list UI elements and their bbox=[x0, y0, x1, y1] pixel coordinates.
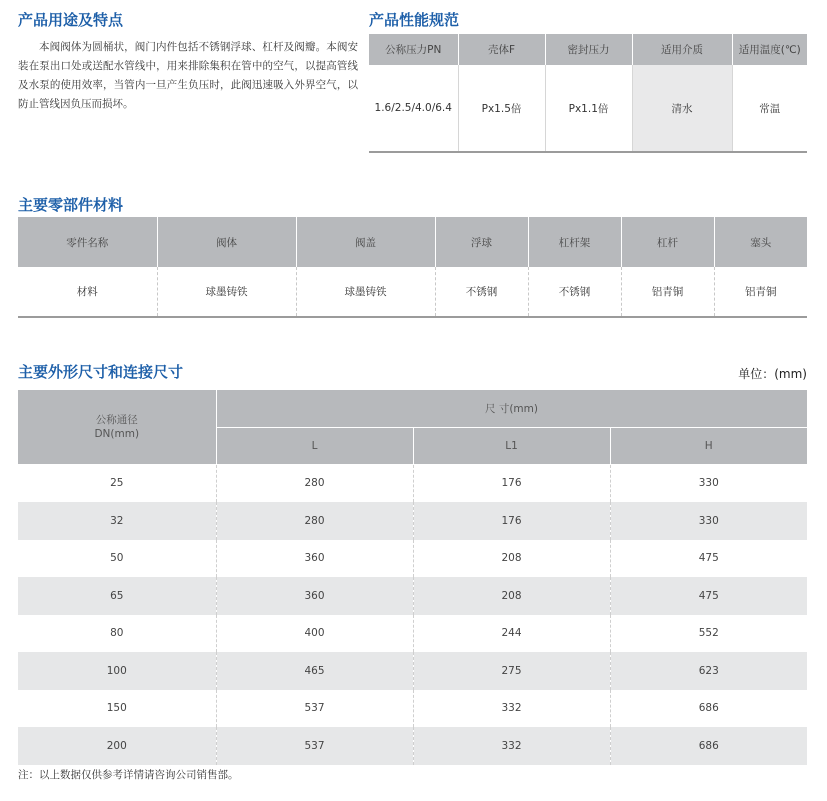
spec-value-shell: Px1.5倍 bbox=[458, 65, 545, 152]
parts-title: 主要零部件材料 bbox=[18, 196, 124, 214]
dims-cell-dn: 50 bbox=[18, 540, 216, 578]
dims-header-l1: L1 bbox=[413, 427, 610, 464]
parts-header-bonnet: 阀盖 bbox=[296, 217, 435, 267]
dims-cell-h: 552 bbox=[610, 615, 807, 653]
dims-cell-h: 330 bbox=[610, 502, 807, 540]
spec-header-row bbox=[369, 34, 807, 65]
dims-cell-l: 537 bbox=[216, 690, 413, 728]
parts-header-body: 阀体 bbox=[157, 217, 296, 267]
parts-cell: 材料 bbox=[18, 267, 157, 317]
spec-value-pressure: 1.6/2.5/4.0/6.4 bbox=[369, 65, 458, 152]
dims-cell-l1: 176 bbox=[413, 502, 610, 540]
dims-header-row-1 bbox=[18, 390, 807, 427]
dims-cell-dn: 25 bbox=[18, 464, 216, 502]
parts-cell: 球墨铸铁 bbox=[157, 267, 296, 317]
table-row bbox=[18, 464, 807, 502]
parts-cell: 不锈钢 bbox=[435, 267, 528, 317]
dims-cell-l: 280 bbox=[216, 502, 413, 540]
spec-title: 产品性能规范 bbox=[369, 11, 460, 29]
parts-table bbox=[18, 217, 807, 318]
parts-material-row bbox=[18, 267, 807, 317]
dims-table bbox=[18, 390, 808, 765]
parts-header-row bbox=[18, 217, 807, 267]
parts-header-lever-frame: 杠杆架 bbox=[528, 217, 621, 267]
parts-cell: 球墨铸铁 bbox=[296, 267, 435, 317]
spec-header-medium: 适用介质 bbox=[632, 34, 732, 65]
dims-cell-h: 475 bbox=[610, 577, 807, 615]
dims-cell-h: 686 bbox=[610, 690, 807, 728]
dims-cell-h: 330 bbox=[610, 464, 807, 502]
spec-header-temperature: 适用温度(℃) bbox=[732, 34, 807, 65]
dims-title: 主要外形尺寸和连接尺寸 bbox=[18, 363, 184, 381]
table-row bbox=[18, 690, 807, 728]
parts-cell: 不锈钢 bbox=[528, 267, 621, 317]
dims-cell-dn: 100 bbox=[18, 652, 216, 690]
parts-cell: 铝青铜 bbox=[621, 267, 714, 317]
dims-cell-l1: 275 bbox=[413, 652, 610, 690]
footnote: 注：以上数据仅供参考详情请咨询公司销售部。 bbox=[18, 769, 239, 781]
dims-header-h: H bbox=[610, 427, 807, 464]
dims-cell-l: 465 bbox=[216, 652, 413, 690]
dims-cell-h: 686 bbox=[610, 727, 807, 765]
spec-value-medium: 清水 bbox=[632, 65, 732, 152]
parts-header-lever: 杠杆 bbox=[621, 217, 714, 267]
dims-header-size: 尺 寸(mm) bbox=[216, 390, 807, 427]
spec-header-shell: 壳体F bbox=[458, 34, 545, 65]
dims-cell-l1: 332 bbox=[413, 690, 610, 728]
dims-cell-l: 360 bbox=[216, 577, 413, 615]
dims-cell-l: 537 bbox=[216, 727, 413, 765]
parts-header-plug: 塞头 bbox=[714, 217, 807, 267]
usage-title: 产品用途及特点 bbox=[18, 11, 124, 29]
table-row bbox=[18, 577, 807, 615]
dims-cell-dn: 150 bbox=[18, 690, 216, 728]
dims-cell-dn: 65 bbox=[18, 577, 216, 615]
dims-cell-l1: 332 bbox=[413, 727, 610, 765]
spec-value-row bbox=[369, 65, 807, 152]
parts-header-name: 零件名称 bbox=[18, 217, 157, 267]
spec-value-temperature: 常温 bbox=[732, 65, 807, 152]
dims-header-dn: 公称通径 DN(mm) bbox=[18, 390, 216, 464]
usage-description: 本阀阀体为圆桶状，阀门内件包括不锈钢浮球、杠杆及阀瓣。本阀安装在泵出口处或送配水管线中，用来排除集积在管中的空气，以提高管线及水泵的使用效率，当管内一旦产生负压时，此阀迅速吸入外界空气，以防止管线因负压而损坏。 bbox=[18, 41, 358, 110]
dims-cell-l1: 244 bbox=[413, 615, 610, 653]
dims-cell-l1: 176 bbox=[413, 464, 610, 502]
dims-cell-dn: 200 bbox=[18, 727, 216, 765]
table-row bbox=[18, 727, 807, 765]
spec-header-pressure: 公称压力PN bbox=[369, 34, 458, 65]
dims-cell-l: 280 bbox=[216, 464, 413, 502]
dims-cell-l: 400 bbox=[216, 615, 413, 653]
dims-cell-dn: 32 bbox=[18, 502, 216, 540]
dims-unit: 单位：(mm) bbox=[738, 367, 807, 381]
spec-header-seal: 密封压力 bbox=[545, 34, 632, 65]
dims-cell-l1: 208 bbox=[413, 540, 610, 578]
dims-header-l: L bbox=[216, 427, 413, 464]
table-row bbox=[18, 502, 807, 540]
table-row bbox=[18, 652, 807, 690]
spec-value-seal: Px1.1倍 bbox=[545, 65, 632, 152]
parts-header-float: 浮球 bbox=[435, 217, 528, 267]
dims-cell-l: 360 bbox=[216, 540, 413, 578]
spec-table bbox=[369, 34, 807, 153]
dims-cell-h: 623 bbox=[610, 652, 807, 690]
dims-cell-l1: 208 bbox=[413, 577, 610, 615]
parts-cell: 铝青铜 bbox=[714, 267, 807, 317]
dims-cell-dn: 80 bbox=[18, 615, 216, 653]
table-row bbox=[18, 615, 807, 653]
dims-cell-h: 475 bbox=[610, 540, 807, 578]
table-row bbox=[18, 540, 807, 578]
